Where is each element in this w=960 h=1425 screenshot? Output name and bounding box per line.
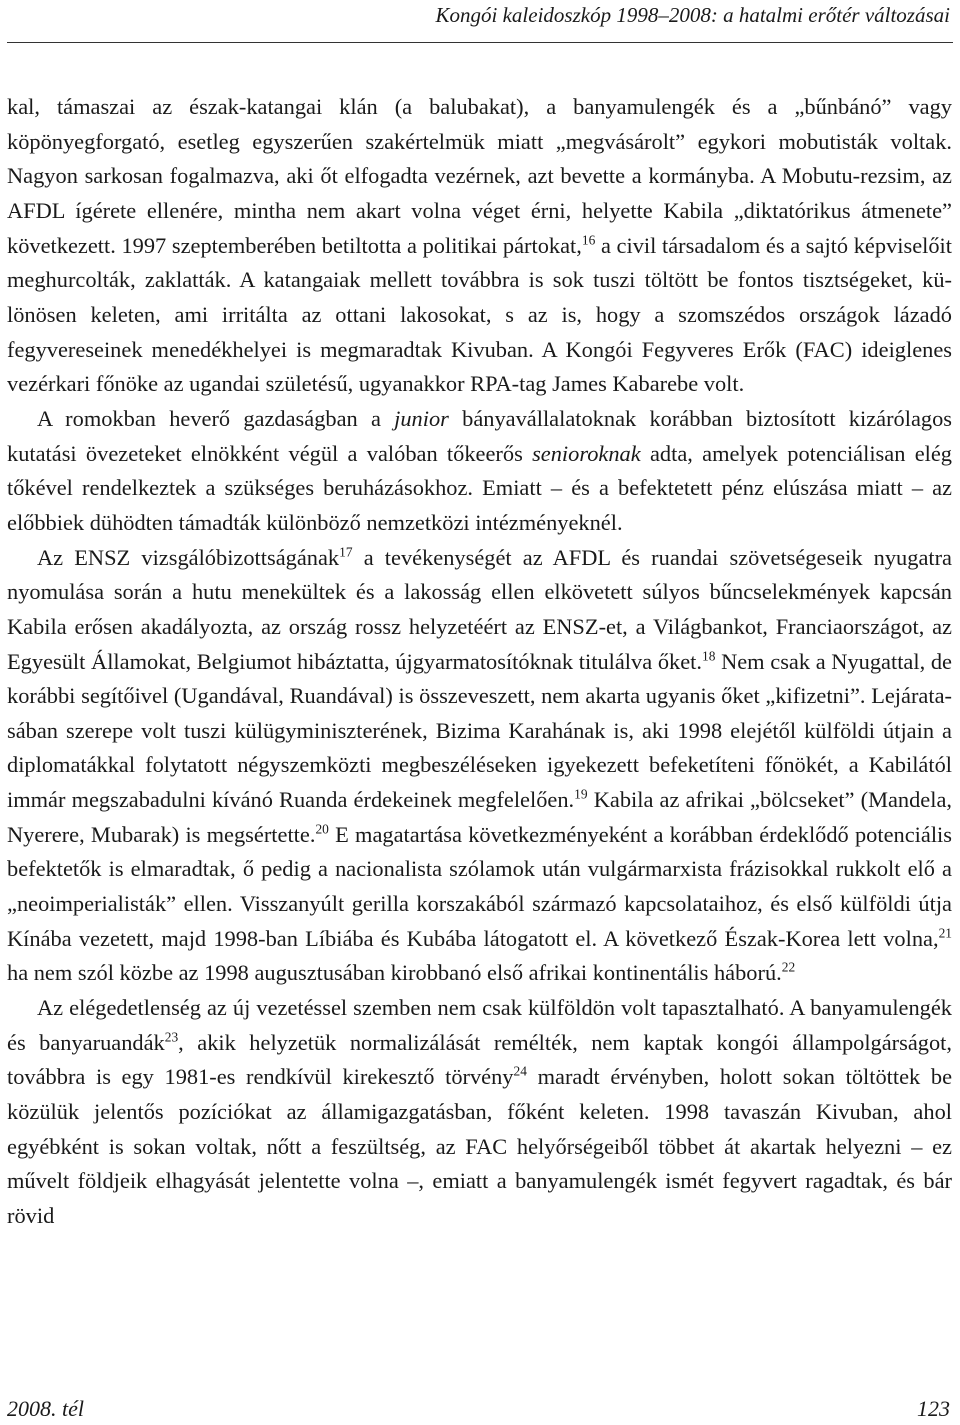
text-run: Nem csak a Nyugattal, de korábbi segítőivel (Ugandával, Ruandával) is összeveszett, nem akarta ugyanis őket „kifizetni”. Lejáratasában szerepe volt tuszi külügyminiszterének, Bizima Karahának is, aki 1998 elejétől külföldi útjain a diplomatákkal folytatott négyszemközti megbeszéléseken igyekezett befeketíteni főnökét, a Kabilától immár megszabadulni kívánó Ruanda érdekeinek megfelelően.: [7, 648, 952, 813]
paragraph: [7, 541, 952, 992]
text-run: Kabila az afrikai „bölcseket” (Mandela, Nyerere, Mubarak) is megsértette.: [7, 787, 952, 847]
footnote-marker: 19: [574, 786, 588, 802]
footer-issue: 2008. tél: [7, 1396, 84, 1421]
text-run: a tevékenységét az AFDL és ruandai szövetségeseik nyugatra nyomulása során a hutu menekültek és a lakosság ellen elkövetett súlyos bűncselekmények kapcsán Kabila erősen akadályozta, az ország rossz helyzetéért az ENSZ-et, a Világbankot, Franciaországot, az Egyesült Államokat, Belgiumot hibáztatta, újgyarmatosítóknak titulálva őket.: [7, 544, 952, 674]
footnote-marker: 16: [581, 232, 596, 248]
text-run: A romokban heverő gazdaságban a: [37, 405, 395, 431]
text-run: Az elégedetlenség az új vezetéssel szemben nem csak külföldön volt tapasztalható. A banyamulengék és banyaruandák: [7, 995, 952, 1055]
text-run: ha nem szól közbe az 1998 augusztusában kirobbanó első afrikai kontinentális háború.: [7, 960, 782, 986]
text-run: maradt érvényben, holott sokan töltöttek be közülük jelentős pozíciókat az államigazgatásban, főként keleten. 1998 tavaszán Kivuban, ahol egyébként is sokan voltak, nőtt a feszültség, az FAC helyőrségeiből többet át akartak helyezni – ez művelt földjeik elhagyását jelentette volna –, emiatt a banyamulengék ismét fegyvert ragadtak, és bár rövid: [7, 1064, 953, 1228]
header-rule: [7, 42, 953, 43]
paragraph: [7, 90, 952, 402]
text-run: E magatartása következményeként a korábban érdeklődő potenciális befektetők is elmaradtak, ő pedig a nacionalista szólamok után vulgármarxista frázisokkal rukkolt elő a „neoimperialisták” ellen. Visszanyúlt gerilla korszakából származó kapcsolataihoz, és első külföldi útja Kínába vezetett, majd 1998-ban Líbiába és Kubába látogatott el. A következő Észak-Korea lett volna,: [7, 821, 952, 951]
footnote-marker: 22: [781, 960, 796, 976]
page-body-text: [7, 90, 952, 1234]
text-run: , akik helyzetük normalizálását remélték, nem kaptak kongói állampolgárságot, továbbra is egy 1981-es rendkívül kirekesztő törvény: [7, 1029, 953, 1090]
text-run: kal, támaszai az észak-katangai klán (a balubakat), a banyamulengék és a „bűnbánó” vagy köpönyegforgató, esetleg egyszerűen szakértelmük miatt „megvásárolt” egykori mobutisták voltak. Nagyon sarkosan fogalmazva, aki őt elfogadta vezérnek, azt bevette a kormányba. A Mobutu-rezsim, az AFDL ígérete ellenére, mintha nem akart volna véget érni, helyette Kabila „diktatórikus átmenete” következett. 1997 szeptemberében betiltotta a politikai pártokat,: [7, 94, 952, 258]
paragraph: [7, 402, 952, 541]
paragraph: [7, 991, 952, 1234]
footnote-marker: 24: [513, 1064, 527, 1080]
running-header-title: Kongói kaleidoszkóp 1998–2008: a hatalmi erőtér változásai: [435, 3, 950, 27]
italic-term: senioroknak: [532, 440, 641, 466]
footnote-marker: 20: [315, 821, 329, 837]
footnote-marker: 17: [339, 544, 353, 560]
footnote-marker: 23: [164, 1029, 179, 1045]
text-run: Az ENSZ vizsgálóbizottságának: [37, 544, 340, 570]
text-run: bányavállalatoknak korábban biztosított kizárólagos kutatási övezeteket elnökként végül a valóban tőkeerős: [7, 405, 952, 466]
footnote-marker: 21: [938, 925, 952, 941]
text-run: adta, amelyek potenciálisan elég tőkével rendelkeztek a szükséges beruházásokhoz. Emiatt – és a befektetett pénz elúszása miatt – az előbbiek dühödten támadták különböző nemzetközi intézményeknél.: [7, 440, 952, 535]
italic-term: junior: [394, 405, 449, 431]
footnote-marker: 18: [701, 648, 716, 664]
text-run: a civil társadalom és a sajtó képviselőit meghurcolták, zaklatták. A katangaiak mellett továbbra is sok tuszi töltött be fontos tisztségeket, különösen keleten, ami irritálta az ottani lakosokat, s az is, hogy a szomszédos országok lázadó fegyvereseinek menedékhelyei is megmaradtak Kivuban. A Kongói Fegyveres Erők (FAC) ideiglenes vezérkari főnöke az ugandai születésű, ugyanakkor RPA-tag James Kabarebe volt.: [7, 232, 952, 397]
page-number: 123: [917, 1396, 950, 1421]
